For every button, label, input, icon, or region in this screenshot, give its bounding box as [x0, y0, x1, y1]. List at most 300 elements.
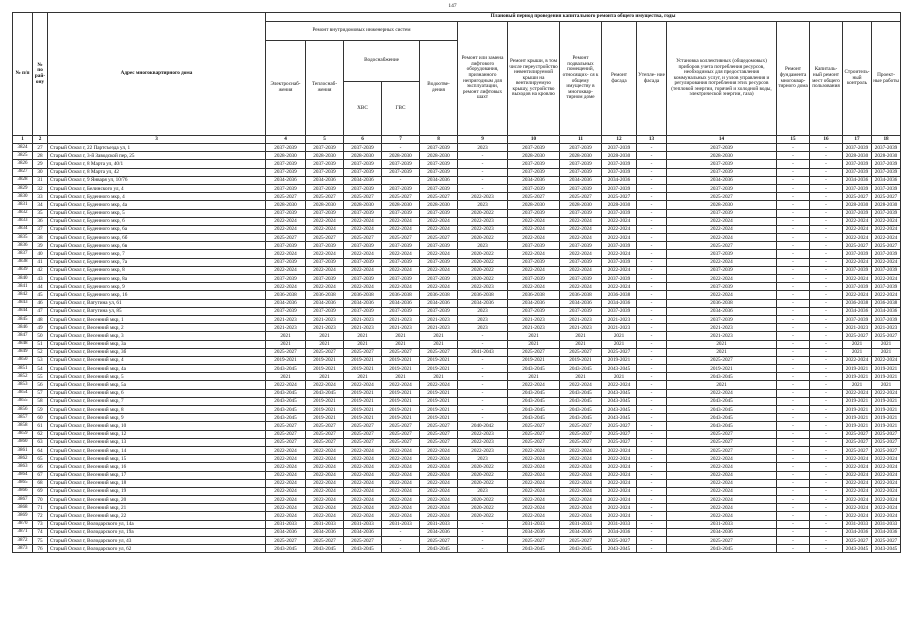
- index-cell: 33: [33, 193, 48, 201]
- period-cell: 2028-2030: [344, 152, 382, 160]
- period-cell: 2022-2024: [872, 512, 901, 520]
- index-cell: 3852: [13, 373, 33, 381]
- period-cell: 2043-2045: [667, 373, 777, 381]
- period-cell: 2036-2038: [602, 291, 637, 299]
- period-cell: 2022-2024: [382, 446, 420, 454]
- address-cell: Старый Оскол г, Весенний мкр, 14: [48, 446, 266, 454]
- address-cell: Старый Оскол г, Весенний мкр, 16: [48, 463, 266, 471]
- period-cell: -: [777, 463, 810, 471]
- period-cell: -: [810, 537, 843, 545]
- period-cell: 2034-2036: [306, 299, 344, 307]
- period-cell: 2025-2027: [560, 348, 602, 356]
- period-cell: 2025-2027: [266, 537, 306, 545]
- column-number: 4: [266, 136, 306, 144]
- index-cell: 3827: [13, 168, 33, 176]
- period-cell: 2031-2033: [508, 520, 560, 528]
- index-cell: 29: [33, 160, 48, 168]
- period-cell: 2022-2023: [458, 193, 508, 201]
- period-cell: 2034-2036: [602, 176, 637, 184]
- period-cell: -: [810, 201, 843, 209]
- period-cell: 2037-2039: [872, 250, 901, 258]
- period-cell: 2036-2038: [344, 291, 382, 299]
- period-cell: -: [810, 528, 843, 536]
- period-cell: 2022-2024: [306, 283, 344, 291]
- period-cell: 2022-2024: [843, 356, 872, 364]
- period-cell: -: [810, 242, 843, 250]
- period-cell: -: [810, 168, 843, 176]
- period-cell: -: [637, 332, 667, 340]
- period-cell: 2022-2024: [266, 266, 306, 274]
- period-cell: 2022-2024: [560, 217, 602, 225]
- period-cell: 2025-2027: [420, 348, 458, 356]
- period-cell: 2022-2024: [508, 234, 560, 242]
- period-cell: -: [810, 406, 843, 414]
- address-cell: Старый Оскол г, Весенний мкр, 5: [48, 373, 266, 381]
- table-row: [13, 283, 901, 291]
- period-cell: 2021: [843, 381, 872, 389]
- period-cell: 2019-2021: [872, 414, 901, 422]
- period-cell: 2028-2030: [843, 152, 872, 160]
- period-cell: 2025-2027: [344, 422, 382, 430]
- period-cell: 2025-2027: [872, 438, 901, 446]
- period-cell: -: [777, 438, 810, 446]
- period-cell: -: [810, 356, 843, 364]
- period-cell: 2037-2039: [602, 242, 637, 250]
- column-number: 7: [382, 136, 420, 144]
- period-cell: 2043-2045: [266, 397, 306, 405]
- period-cell: -: [777, 430, 810, 438]
- period-cell: -: [637, 446, 667, 454]
- index-cell: 75: [33, 537, 48, 545]
- period-cell: -: [810, 512, 843, 520]
- period-cell: 2025-2027: [508, 537, 560, 545]
- period-cell: -: [458, 406, 508, 414]
- period-cell: -: [810, 332, 843, 340]
- address-cell: Старый Оскол г, Буденного мкр, 16: [48, 291, 266, 299]
- period-cell: 2034-2036: [420, 528, 458, 536]
- address-cell: Старый Оскол г, Весенний мкр, 3а: [48, 340, 266, 348]
- period-cell: -: [777, 340, 810, 348]
- period-cell: 2025-2027: [344, 537, 382, 545]
- period-cell: 2022-2024: [420, 250, 458, 258]
- period-cell: 2037-2039: [560, 307, 602, 315]
- table-row: [13, 487, 901, 495]
- period-cell: -: [637, 258, 667, 266]
- table-row: [13, 504, 901, 512]
- period-cell: 2022-2024: [602, 504, 637, 512]
- period-cell: -: [637, 397, 667, 405]
- period-cell: -: [382, 537, 420, 545]
- period-cell: 2025-2027: [508, 422, 560, 430]
- period-cell: 2022-2024: [266, 504, 306, 512]
- period-cell: 2022-2024: [266, 225, 306, 233]
- index-cell: 31: [33, 176, 48, 184]
- period-cell: 2022-2024: [420, 283, 458, 291]
- period-cell: 2043-2045: [508, 397, 560, 405]
- period-cell: 2037-2039: [344, 258, 382, 266]
- period-cell: 2022-2024: [344, 496, 382, 504]
- period-cell: -: [777, 193, 810, 201]
- column-number: 12: [602, 136, 637, 144]
- period-cell: 2028-2030: [872, 152, 901, 160]
- period-cell: 2043-2045: [560, 406, 602, 414]
- period-cell: 2037-2039: [872, 184, 901, 192]
- period-cell: 2028-2030: [266, 201, 306, 209]
- period-cell: 2022-2024: [344, 463, 382, 471]
- period-cell: -: [810, 381, 843, 389]
- period-cell: 2025-2027: [266, 234, 306, 242]
- period-cell: 2021-2023: [344, 315, 382, 323]
- period-cell: 2025-2027: [560, 537, 602, 545]
- period-cell: -: [458, 537, 508, 545]
- period-cell: -: [637, 307, 667, 315]
- period-cell: -: [637, 184, 667, 192]
- period-cell: 2023: [458, 315, 508, 323]
- column-number: 17: [843, 136, 872, 144]
- period-cell: 2025-2027: [667, 193, 777, 201]
- table-row: [13, 160, 901, 168]
- table-row: [13, 242, 901, 250]
- period-cell: 2034-2036: [420, 176, 458, 184]
- period-cell: 2022-2024: [872, 471, 901, 479]
- period-cell: 2019-2021: [344, 397, 382, 405]
- period-cell: -: [810, 545, 843, 553]
- period-cell: 2037-2039: [560, 144, 602, 152]
- period-cell: 2022-2024: [382, 225, 420, 233]
- period-cell: 2019-2021: [843, 373, 872, 381]
- period-cell: -: [637, 496, 667, 504]
- period-cell: 2020-2022: [458, 512, 508, 520]
- period-cell: 2021: [560, 332, 602, 340]
- period-cell: 2022-2024: [344, 217, 382, 225]
- period-cell: 2028-2030: [667, 201, 777, 209]
- period-cell: 2022-2024: [667, 234, 777, 242]
- period-cell: 2037-2039: [344, 275, 382, 283]
- period-cell: -: [777, 307, 810, 315]
- period-cell: 2019-2021: [843, 422, 872, 430]
- index-cell: 38: [33, 234, 48, 242]
- period-cell: -: [777, 299, 810, 307]
- period-cell: 2025-2027: [843, 446, 872, 454]
- index-cell: 3870: [13, 520, 33, 528]
- period-cell: 2021: [382, 332, 420, 340]
- period-cell: -: [777, 266, 810, 274]
- period-cell: 2022-2024: [382, 217, 420, 225]
- period-cell: -: [810, 504, 843, 512]
- table-row: [13, 438, 901, 446]
- period-cell: 2021: [420, 373, 458, 381]
- period-cell: 2043-2045: [266, 545, 306, 553]
- period-cell: 2022-2024: [266, 381, 306, 389]
- period-cell: 2028-2030: [560, 201, 602, 209]
- period-cell: 2021-2023: [306, 324, 344, 332]
- period-cell: 2022-2024: [560, 250, 602, 258]
- index-cell: 58: [33, 397, 48, 405]
- period-cell: 2022-2024: [306, 496, 344, 504]
- table-row: [13, 332, 901, 340]
- period-cell: 2019-2021: [382, 356, 420, 364]
- period-cell: 2022-2024: [508, 504, 560, 512]
- period-cell: -: [637, 324, 667, 332]
- period-cell: 2025-2027: [508, 193, 560, 201]
- index-cell: 3828: [13, 176, 33, 184]
- period-cell: 2037-2039: [843, 250, 872, 258]
- address-cell: Старый Оскол г, Белинского ул, 4: [48, 184, 266, 192]
- table-row: [13, 234, 901, 242]
- period-cell: 2022-2024: [667, 479, 777, 487]
- period-cell: 2028-2030: [382, 152, 420, 160]
- period-cell: 2022-2024: [843, 463, 872, 471]
- period-cell: 2021-2023: [843, 324, 872, 332]
- table-row: [13, 414, 901, 422]
- column-number: 1: [13, 136, 33, 144]
- index-cell: 40: [33, 250, 48, 258]
- period-cell: 2025-2027: [560, 422, 602, 430]
- period-cell: 2022-2024: [344, 471, 382, 479]
- period-cell: 2021: [508, 373, 560, 381]
- period-cell: -: [810, 193, 843, 201]
- period-cell: 2034-2036: [266, 176, 306, 184]
- period-cell: 2037-2039: [306, 275, 344, 283]
- period-cell: 2031-2033: [344, 520, 382, 528]
- address-cell: Старый Оскол г, Буденного мкр, 7: [48, 250, 266, 258]
- table-row: [13, 520, 901, 528]
- period-cell: -: [458, 381, 508, 389]
- period-cell: 2022-2024: [843, 389, 872, 397]
- period-cell: 2021: [560, 373, 602, 381]
- period-cell: 2031-2033: [872, 520, 901, 528]
- period-cell: -: [777, 315, 810, 323]
- period-cell: -: [810, 430, 843, 438]
- period-cell: 2021-2023: [602, 324, 637, 332]
- period-cell: -: [458, 160, 508, 168]
- period-cell: 2037-2039: [843, 266, 872, 274]
- period-cell: 2021: [508, 332, 560, 340]
- period-cell: 2043-2045: [602, 389, 637, 397]
- index-cell: 3859: [13, 430, 33, 438]
- period-cell: -: [637, 250, 667, 258]
- period-cell: 2034-2036: [458, 299, 508, 307]
- index-cell: 3854: [13, 389, 33, 397]
- header-row-no: № п/п: [13, 13, 33, 136]
- period-cell: 2022-2024: [306, 512, 344, 520]
- period-cell: 2022-2024: [420, 381, 458, 389]
- period-cell: -: [637, 520, 667, 528]
- period-cell: -: [810, 152, 843, 160]
- period-cell: -: [810, 324, 843, 332]
- address-cell: Старый Оскол г, Володарского ул, 43: [48, 537, 266, 545]
- address-cell: Старый Оскол г, Весенний мкр, 9: [48, 414, 266, 422]
- capital-repair-table: [12, 12, 901, 553]
- period-cell: -: [637, 340, 667, 348]
- index-cell: 49: [33, 324, 48, 332]
- period-cell: 2019-2021: [843, 397, 872, 405]
- period-cell: 2037-2039: [872, 315, 901, 323]
- period-cell: 2022-2024: [560, 225, 602, 233]
- period-cell: 2022-2024: [602, 446, 637, 454]
- table-row: [13, 430, 901, 438]
- period-cell: 2021: [843, 348, 872, 356]
- period-cell: -: [777, 250, 810, 258]
- address-cell: Старый Оскол г, Весенний мкр, 10: [48, 422, 266, 430]
- period-cell: -: [637, 406, 667, 414]
- period-cell: 2021: [420, 340, 458, 348]
- table-row: [13, 258, 901, 266]
- period-cell: -: [777, 446, 810, 454]
- period-cell: 2022-2024: [872, 463, 901, 471]
- period-cell: 2037-2039: [344, 307, 382, 315]
- period-cell: -: [777, 496, 810, 504]
- index-cell: 62: [33, 430, 48, 438]
- period-cell: 2022-2024: [266, 512, 306, 520]
- period-cell: 2021: [872, 348, 901, 356]
- period-cell: 2043-2045: [602, 397, 637, 405]
- index-cell: 50: [33, 332, 48, 340]
- index-cell: 3864: [13, 471, 33, 479]
- period-cell: 2037-2039: [667, 315, 777, 323]
- period-cell: 2022-2024: [382, 487, 420, 495]
- period-cell: 2043-2045: [602, 414, 637, 422]
- index-cell: 3836: [13, 242, 33, 250]
- period-cell: 2025-2027: [344, 193, 382, 201]
- header-hot-water: ГВС: [395, 104, 406, 111]
- period-cell: 2023: [458, 307, 508, 315]
- address-cell: Старый Оскол г, Весенний мкр, 2: [48, 324, 266, 332]
- period-cell: 2021-2023: [420, 315, 458, 323]
- period-cell: 2037-2039: [508, 168, 560, 176]
- period-cell: 2022-2024: [344, 512, 382, 520]
- period-cell: -: [458, 168, 508, 176]
- period-cell: 2037-2039: [266, 144, 306, 152]
- index-cell: 3846: [13, 324, 33, 332]
- index-cell: 3839: [13, 266, 33, 274]
- period-cell: -: [777, 471, 810, 479]
- column-number: 11: [560, 136, 602, 144]
- index-cell: 3834: [13, 225, 33, 233]
- period-cell: 2019-2021: [420, 365, 458, 373]
- period-cell: -: [458, 373, 508, 381]
- address-cell: Старый Оскол г, Весенний мкр, 4: [48, 356, 266, 364]
- period-cell: 2025-2027: [420, 438, 458, 446]
- period-cell: -: [637, 528, 667, 536]
- period-cell: -: [382, 144, 420, 152]
- period-cell: 2043-2045: [560, 365, 602, 373]
- address-cell: Старый Оскол г, Весенний мкр, 22: [48, 512, 266, 520]
- period-cell: 2043-2045: [420, 545, 458, 553]
- period-cell: 2022-2024: [306, 225, 344, 233]
- index-cell: 46: [33, 299, 48, 307]
- period-cell: 2036-2038: [458, 291, 508, 299]
- period-cell: -: [810, 250, 843, 258]
- period-cell: 2028-2030: [306, 152, 344, 160]
- period-cell: 2022-2024: [382, 266, 420, 274]
- period-cell: 2022-2024: [560, 487, 602, 495]
- period-cell: 2022-2023: [458, 438, 508, 446]
- period-cell: 2023: [458, 324, 508, 332]
- period-cell: 2037-2039: [266, 168, 306, 176]
- table-row: [13, 176, 901, 184]
- index-cell: 3851: [13, 365, 33, 373]
- period-cell: -: [810, 299, 843, 307]
- index-cell: 3838: [13, 258, 33, 266]
- period-cell: 2022-2024: [344, 446, 382, 454]
- period-cell: 2037-2039: [382, 160, 420, 168]
- period-cell: 2021: [602, 373, 637, 381]
- period-cell: -: [637, 168, 667, 176]
- address-cell: Старый Оскол г, 22 Партсъезда ул, 1: [48, 144, 266, 152]
- column-number: 6: [344, 136, 382, 144]
- address-cell: Старый Оскол г, Весенний мкр, 1: [48, 315, 266, 323]
- period-cell: -: [777, 512, 810, 520]
- table-row: [13, 168, 901, 176]
- period-cell: 2043-2045: [508, 545, 560, 553]
- period-cell: 2037-2039: [344, 168, 382, 176]
- period-cell: -: [810, 283, 843, 291]
- period-cell: 2025-2027: [667, 537, 777, 545]
- table-row: [13, 266, 901, 274]
- period-cell: 2022-2024: [382, 250, 420, 258]
- period-cell: 2022-2024: [843, 275, 872, 283]
- period-cell: -: [458, 389, 508, 397]
- table-row: [13, 479, 901, 487]
- period-cell: 2019-2021: [306, 356, 344, 364]
- period-cell: -: [458, 545, 508, 553]
- period-cell: 2025-2027: [344, 430, 382, 438]
- table-row: [13, 315, 901, 323]
- period-cell: -: [637, 242, 667, 250]
- header-heating: Теплоснаб- жения: [306, 41, 344, 136]
- period-cell: 2037-2039: [344, 242, 382, 250]
- period-cell: 2037-2039: [602, 209, 637, 217]
- period-cell: 2028-2030: [306, 201, 344, 209]
- period-cell: 2037-2039: [843, 315, 872, 323]
- period-cell: 2037-2039: [508, 275, 560, 283]
- period-cell: 2037-2039: [872, 266, 901, 274]
- period-cell: -: [810, 414, 843, 422]
- period-cell: 2028-2030: [872, 201, 901, 209]
- page-number: 147: [448, 3, 457, 9]
- period-cell: -: [810, 487, 843, 495]
- index-cell: 30: [33, 168, 48, 176]
- index-cell: 3825: [13, 152, 33, 160]
- period-cell: 2023: [458, 487, 508, 495]
- period-cell: 2022-2024: [602, 381, 637, 389]
- period-cell: 2043-2045: [306, 545, 344, 553]
- period-cell: -: [382, 545, 420, 553]
- table-row: [13, 389, 901, 397]
- period-cell: -: [637, 144, 667, 152]
- period-cell: 2021: [602, 332, 637, 340]
- period-cell: -: [458, 152, 508, 160]
- period-cell: 2025-2027: [266, 422, 306, 430]
- period-cell: 2022-2024: [843, 234, 872, 242]
- period-cell: 2022-2024: [266, 283, 306, 291]
- period-cell: 2022-2024: [843, 496, 872, 504]
- period-cell: 2021: [306, 332, 344, 340]
- index-cell: 74: [33, 528, 48, 536]
- period-cell: -: [637, 455, 667, 463]
- index-cell: 41: [33, 258, 48, 266]
- period-cell: 2019-2021: [843, 414, 872, 422]
- period-cell: 2037-2039: [420, 209, 458, 217]
- period-cell: -: [777, 520, 810, 528]
- column-number: 8: [420, 136, 458, 144]
- period-cell: 2031-2033: [560, 520, 602, 528]
- period-cell: -: [637, 537, 667, 545]
- period-cell: 2022-2024: [344, 225, 382, 233]
- period-cell: 2037-2039: [420, 242, 458, 250]
- period-cell: 2022-2024: [508, 479, 560, 487]
